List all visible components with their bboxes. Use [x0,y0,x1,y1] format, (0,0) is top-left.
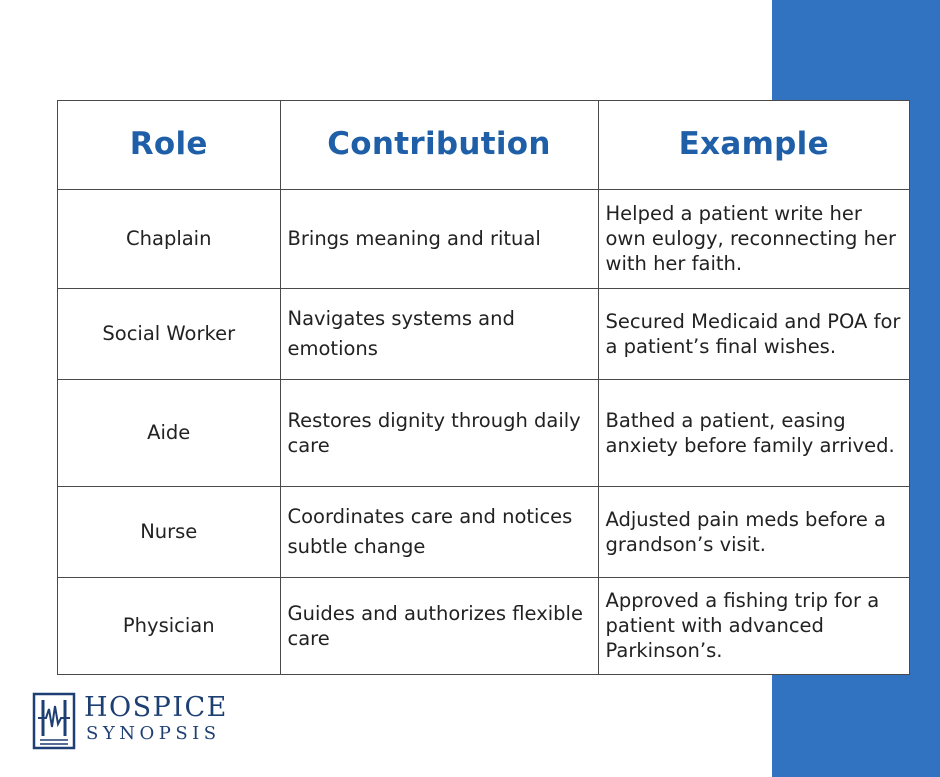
header-example: Example [598,101,909,189]
roles-table-card [57,100,910,675]
example-cell: Bathed a patient, easing anxiety before family arrived. [598,379,909,486]
header-contribution: Contribution [280,101,598,189]
contribution-cell: Brings meaning and ritual [280,189,598,288]
role-cell: Aide [58,379,280,486]
header-role: Role [58,101,280,189]
table-row [58,486,909,577]
contribution-cell: Navigates systems and emotions [280,288,598,379]
role-cell: Physician [58,577,280,674]
logo-wordmark-hospice: HOSPICE [84,692,228,723]
role-cell: Nurse [58,486,280,577]
role-cell: Chaplain [58,189,280,288]
table-row [58,577,909,674]
roles-table [58,101,909,674]
table-row [58,379,909,486]
role-cell: Social Worker [58,288,280,379]
document-heartbeat-icon [32,692,76,750]
example-cell: Helped a patient write her own eulogy, reconnecting her with her faith. [598,189,909,288]
example-cell: Secured Medicaid and POA for a patient’s final wishes. [598,288,909,379]
example-cell: Adjusted pain meds before a grandson’s visit. [598,486,909,577]
contribution-cell: Restores dignity through daily care [280,379,598,486]
table-row [58,189,909,288]
logo-wordmark-synopsis: SYNOPSIS [86,723,221,744]
example-cell: Approved a fishing trip for a patient with advanced Parkinson’s. [598,577,909,674]
table-header-row [58,101,909,189]
table-row [58,288,909,379]
hospice-synopsis-logo [32,690,232,752]
contribution-cell: Coordinates care and notices subtle change [280,486,598,577]
contribution-cell: Guides and authorizes flexible care [280,577,598,674]
